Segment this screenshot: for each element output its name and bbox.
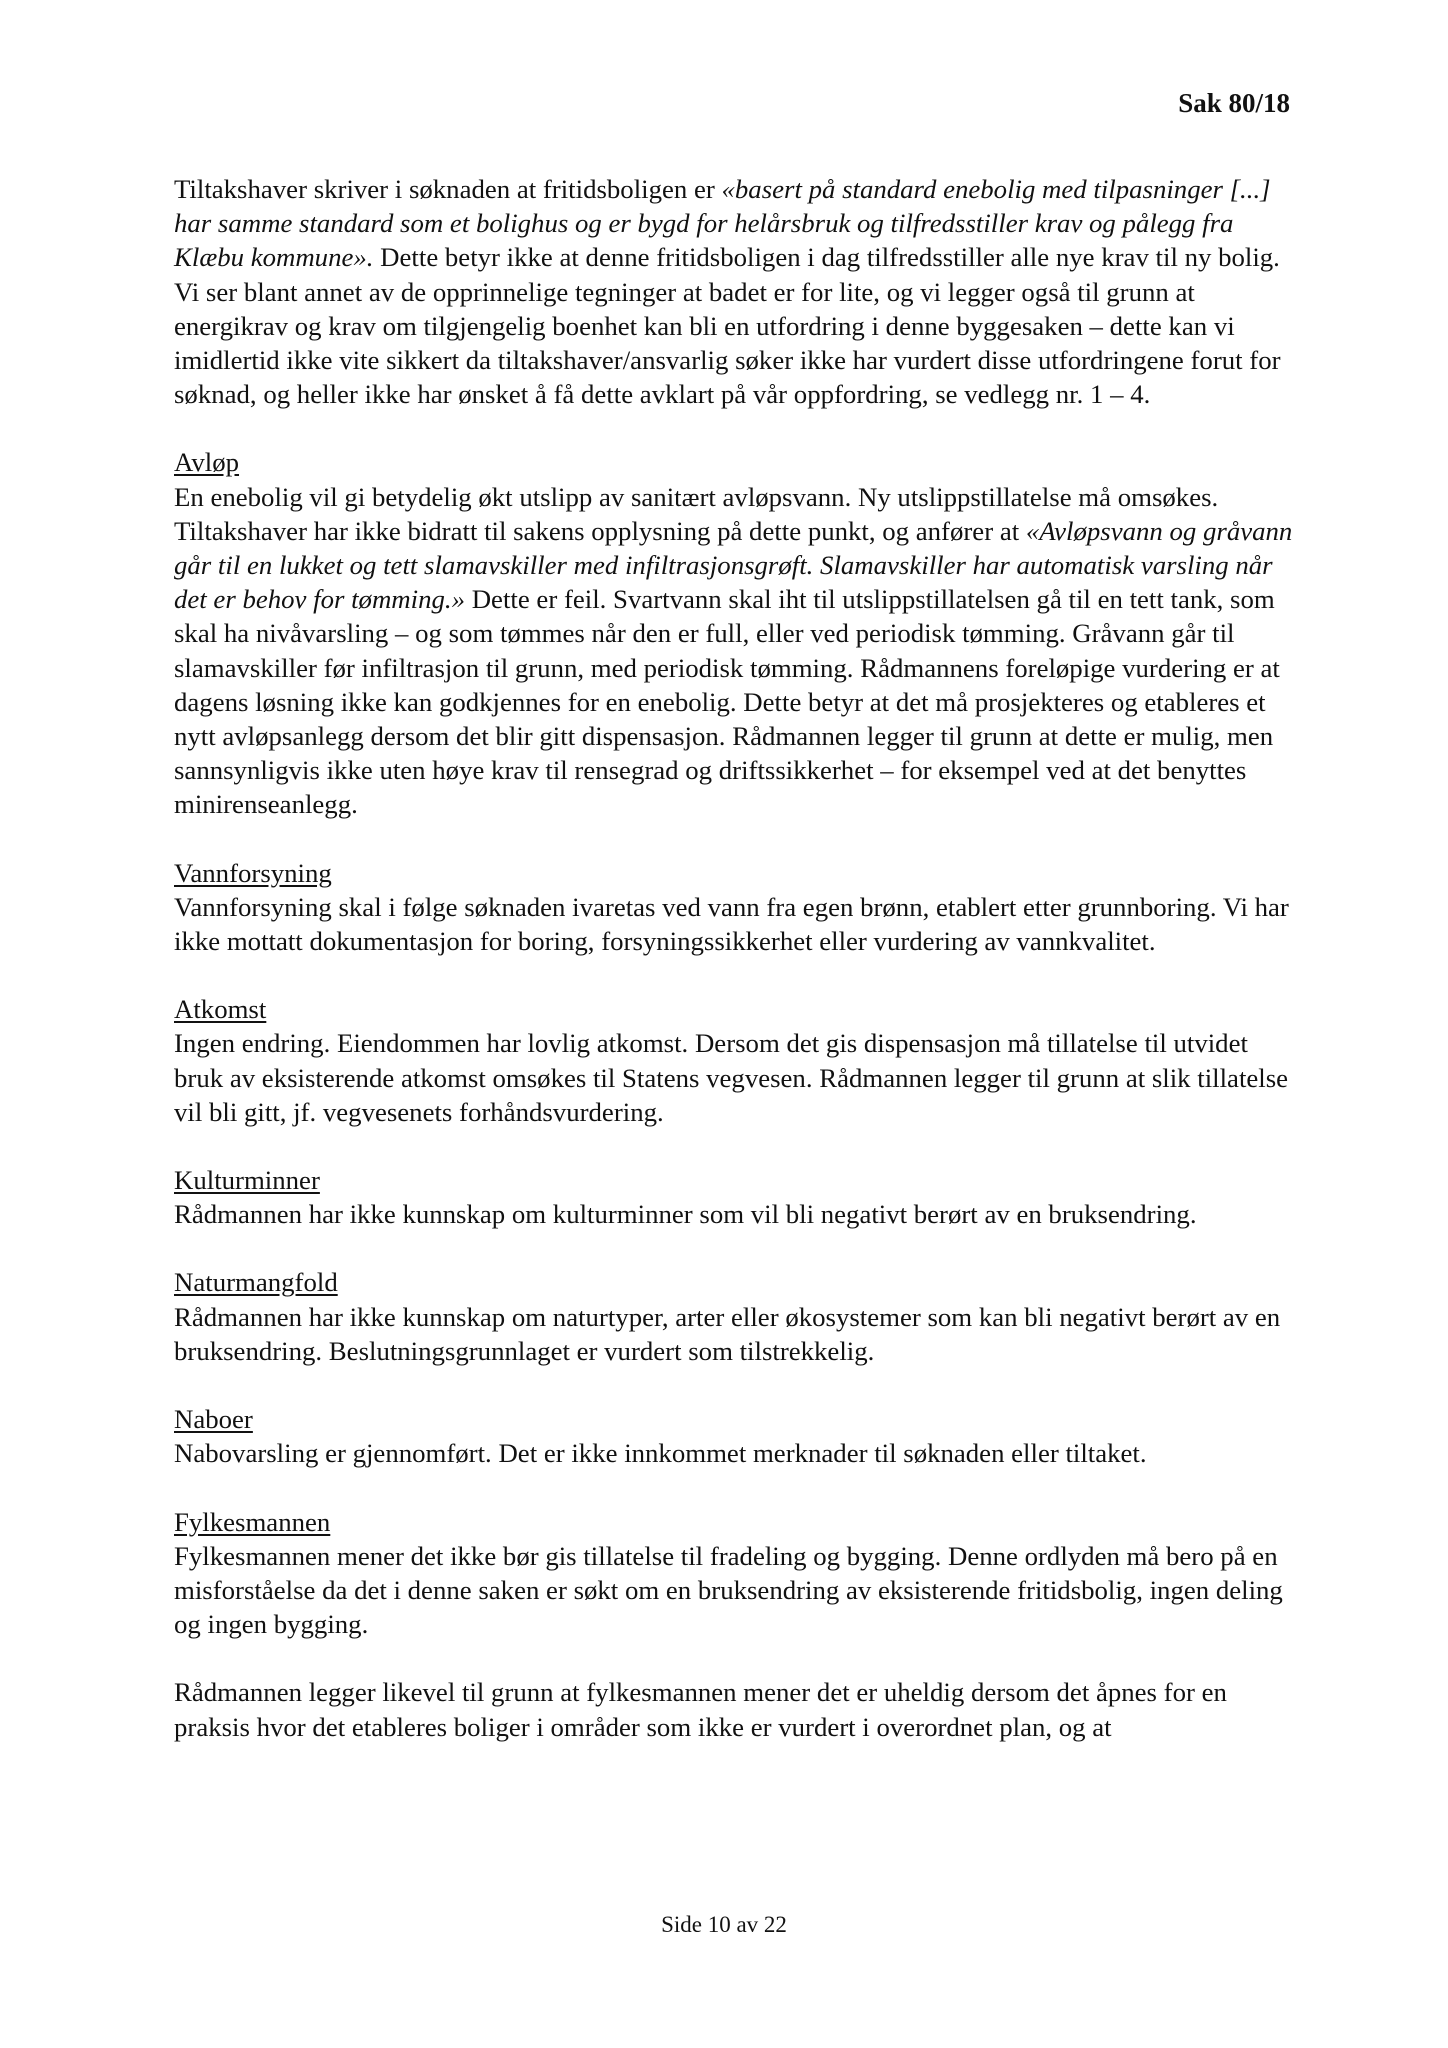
section-heading-fylkesmannen: Fylkesmannen: [174, 1506, 331, 1537]
avlop-paragraph: [174, 480, 1300, 822]
section-heading-atkomst: Atkomst: [174, 994, 267, 1025]
document-body: [174, 172, 1300, 1778]
section-kulturminner: [174, 1163, 1300, 1231]
section-avlop: [174, 445, 1300, 821]
section-vannforsyning: [174, 856, 1300, 959]
section-heading-naboer: Naboer: [174, 1404, 253, 1435]
intro-text-2: Dette betyr ikke at denne fritidsboligen i dag tilfredsstiller alle nye krav til ny bolig. Vi ser blant annet av de opprinnelige tegninger at badet er for lite, og vi legger også til grunn at energikrav og krav om tilgjengelig boenhet kan bli en utfordring i denne byggesaken – dette kan vi imidlertid ikke vite sikkert da tiltakshaver/ansvarlig søker ikke har vurdert disse utfordringene forut for søknad, og heller ikke har ønsket å få dette avklart på vår oppfordring, se vedlegg nr. 1 – 4.: [174, 242, 1281, 410]
avlop-text-1: En enebolig vil gi betydelig økt utslipp av sanitært avløpsvann. Ny utslippstillatelse må omsøkes. Tiltakshaver har ikke bidratt til sakens opplysning på dette punkt, og anfører at: [174, 481, 1219, 546]
section-fylkesmannen: [174, 1505, 1300, 1642]
atkomst-paragraph: Ingen endring. Eiendommen har lovlig atkomst. Dersom det gis dispensasjon må tillatelse til utvidet bruk av eksisterende atkomst omsøkes til Statens vegvesen. Rådmannen legger til grunn at slik tillatelse vil bli gitt, jf. vegvesenets forhåndsvurdering.: [174, 1028, 1289, 1127]
avlop-text-2: Dette er feil. Svartvann skal iht til utslippstillatelsen gå til en tett tank, som skal ha nivåvarsling – og som tømmes når den er full, eller ved periodisk tømming. Gråvann går til slamavskiller før infiltrasjon til grunn, med periodisk tømming. Rådmannens foreløpige vurdering er at dagens løsning ikke kan godkjennes for en enebolig. Dette betyr at det må prosjekteres og etableres et nytt avløpsanlegg dersom det blir gitt dispensasjon. Rådmannen legger til grunn at dette er mulig, men sannsynligvis ikke uten høye krav til rensegrad og driftssikkerhet – for eksempel ved at det benyttes minirenseanlegg.: [174, 584, 1280, 820]
naboer-paragraph: Nabovarsling er gjennomført. Det er ikke innkommet merknader til søknaden eller tiltaket.: [174, 1438, 1147, 1469]
section-naboer: [174, 1402, 1300, 1470]
section-heading-avlop: Avløp: [174, 447, 240, 478]
vannforsyning-paragraph: Vannforsyning skal i følge søknaden ivaretas ved vann fra egen brønn, etablert etter grunnboring. Vi har ikke mottatt dokumentasjon for boring, forsyningssikkerhet eller vurdering av vannkvalitet.: [174, 891, 1289, 957]
kulturminner-paragraph: Rådmannen har ikke kunnskap om kulturminner som vil bli negativt berørt av en bruksendring.: [174, 1199, 1197, 1230]
closing-section: [174, 1675, 1300, 1743]
section-naturmangfold: [174, 1265, 1300, 1368]
section-heading-kulturminner: Kulturminner: [174, 1165, 320, 1196]
closing-paragraph: Rådmannen legger likevel til grunn at fylkesmannen mener det er uheldig dersom det åpnes for en praksis hvor det etableres boliger i områder som ikke er vurdert i overordnet plan, og at: [174, 1677, 1227, 1742]
avlop-quote: «Avløpsvann og gråvann går til en lukket og tett slamavskiller med infiltrasjonsgrøft. Slamavskiller har automatisk varsling når det er behov for tømming.»: [174, 515, 1293, 615]
page-number: Side 10 av 22: [661, 1912, 787, 1937]
naturmangfold-paragraph: Rådmannen har ikke kunnskap om naturtyper, arter eller økosystemer som kan bli negativt berørt av en bruksendring. Beslutningsgrunnlaget er vurdert som tilstrekkelig.: [174, 1301, 1281, 1366]
intro-section: [174, 172, 1300, 411]
intro-paragraph: [174, 172, 1300, 411]
intro-text-1: Tiltakshaver skriver i søknaden at fritidsboligen er: [174, 174, 722, 204]
intro-quote: «basert på standard enebolig med tilpasninger [...] har samme standard som et bolighus og er bygd for helårsbruk og tilfredsstiller krav og pålegg fra Klæbu kommune».: [174, 174, 1271, 273]
case-reference: Sak 80/18: [1178, 88, 1290, 118]
section-heading-naturmangfold: Naturmangfold: [174, 1267, 338, 1298]
fylkesmannen-paragraph: Fylkesmannen mener det ikke bør gis tillatelse til fradeling og bygging. Denne ordlyden må bero på en misforståelse da det i denne saken er søkt om en bruksendring av eksisterende fritidsbolig, ingen deling og ingen bygging.: [174, 1540, 1283, 1640]
section-heading-vannforsyning: Vannforsyning: [174, 857, 332, 888]
section-atkomst: [174, 992, 1300, 1129]
